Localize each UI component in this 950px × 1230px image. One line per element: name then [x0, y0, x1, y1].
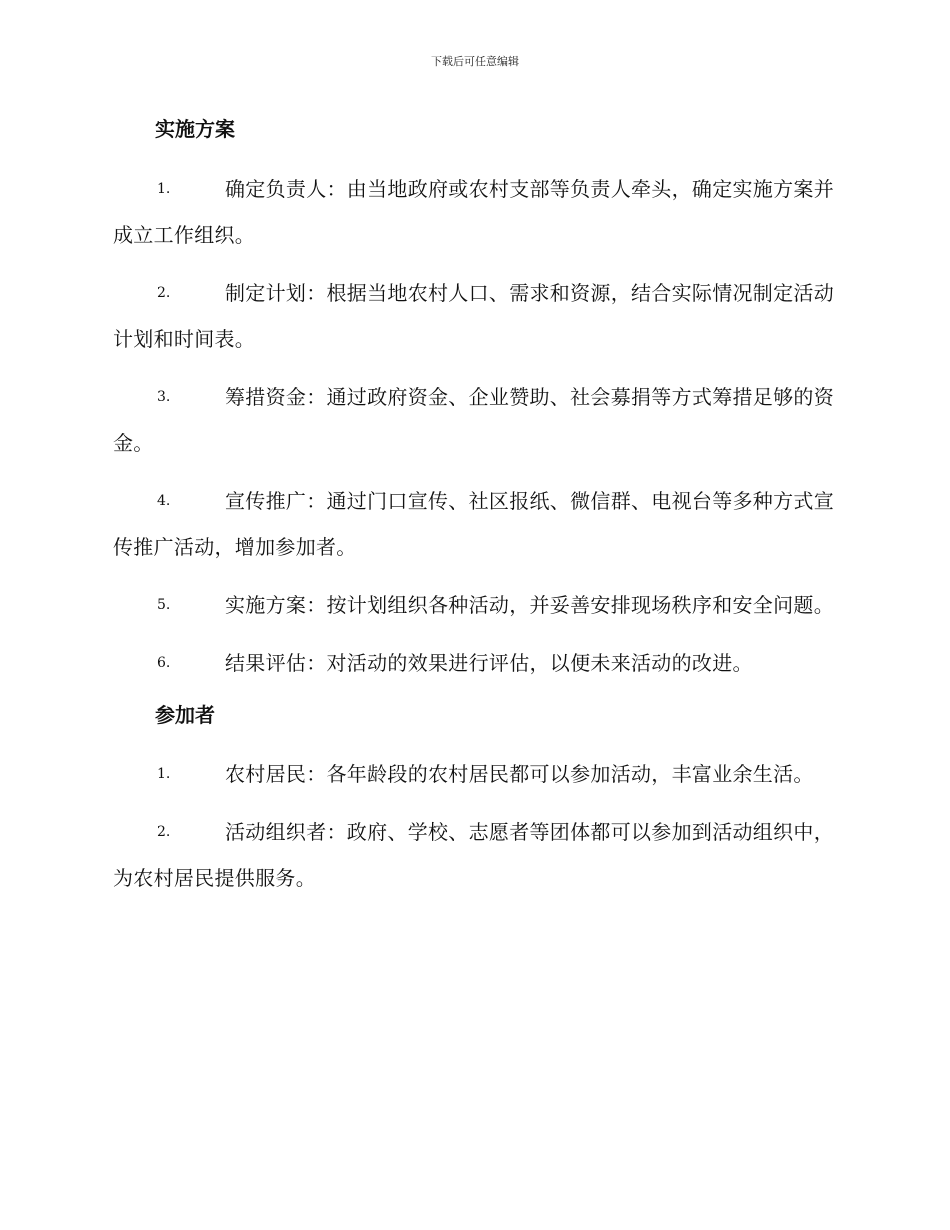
- list-item-text: 筹措资金：通过政府资金、企业赞助、社会募捐等方式筹措足够的资金。: [113, 385, 834, 455]
- list-item: [113, 374, 835, 466]
- list-number: 2.: [157, 824, 171, 840]
- list-number: 1.: [157, 181, 171, 197]
- page-header: 下载后可任意编辑: [431, 55, 519, 68]
- list-item: [113, 166, 835, 258]
- list-number: 2.: [157, 285, 171, 301]
- list-item-text: 实施方案：按计划组织各种活动，并妥善安排现场秩序和安全问题。: [225, 593, 834, 617]
- list-item-text: 制定计划：根据当地农村人口、需求和资源，结合实际情况制定活动计划和时间表。: [113, 281, 834, 351]
- section-title-implementation: 实施方案: [155, 117, 235, 141]
- list-number: 1.: [157, 766, 171, 782]
- list-item-text: 宣传推广：通过门口宣传、社区报纸、微信群、电视台等多种方式宣传推广活动，增加参加者。: [113, 489, 834, 559]
- list-item: [113, 582, 835, 628]
- list-number: 3.: [157, 389, 171, 405]
- list-number: 5.: [157, 597, 171, 613]
- section-title-participants: 参加者: [155, 703, 215, 727]
- list-item: [113, 640, 835, 686]
- list-item: [113, 478, 835, 570]
- list-number: 6.: [157, 655, 171, 671]
- list-item: [113, 270, 835, 362]
- list-item-text: 农村居民：各年龄段的农村居民都可以参加活动，丰富业余生活。: [225, 762, 814, 786]
- list-item: [113, 751, 835, 797]
- list-item: [113, 809, 835, 901]
- document-body: [113, 112, 835, 913]
- list-number: 4.: [157, 493, 171, 509]
- list-item-text: 结果评估：对活动的效果进行评估，以便未来活动的改进。: [225, 651, 753, 675]
- list-item-text: 确定负责人：由当地政府或农村支部等负责人牵头，确定实施方案并成立工作组织。: [113, 177, 834, 247]
- list-item-text: 活动组织者：政府、学校、志愿者等团体都可以参加到活动组织中，为农村居民提供服务。: [113, 820, 834, 890]
